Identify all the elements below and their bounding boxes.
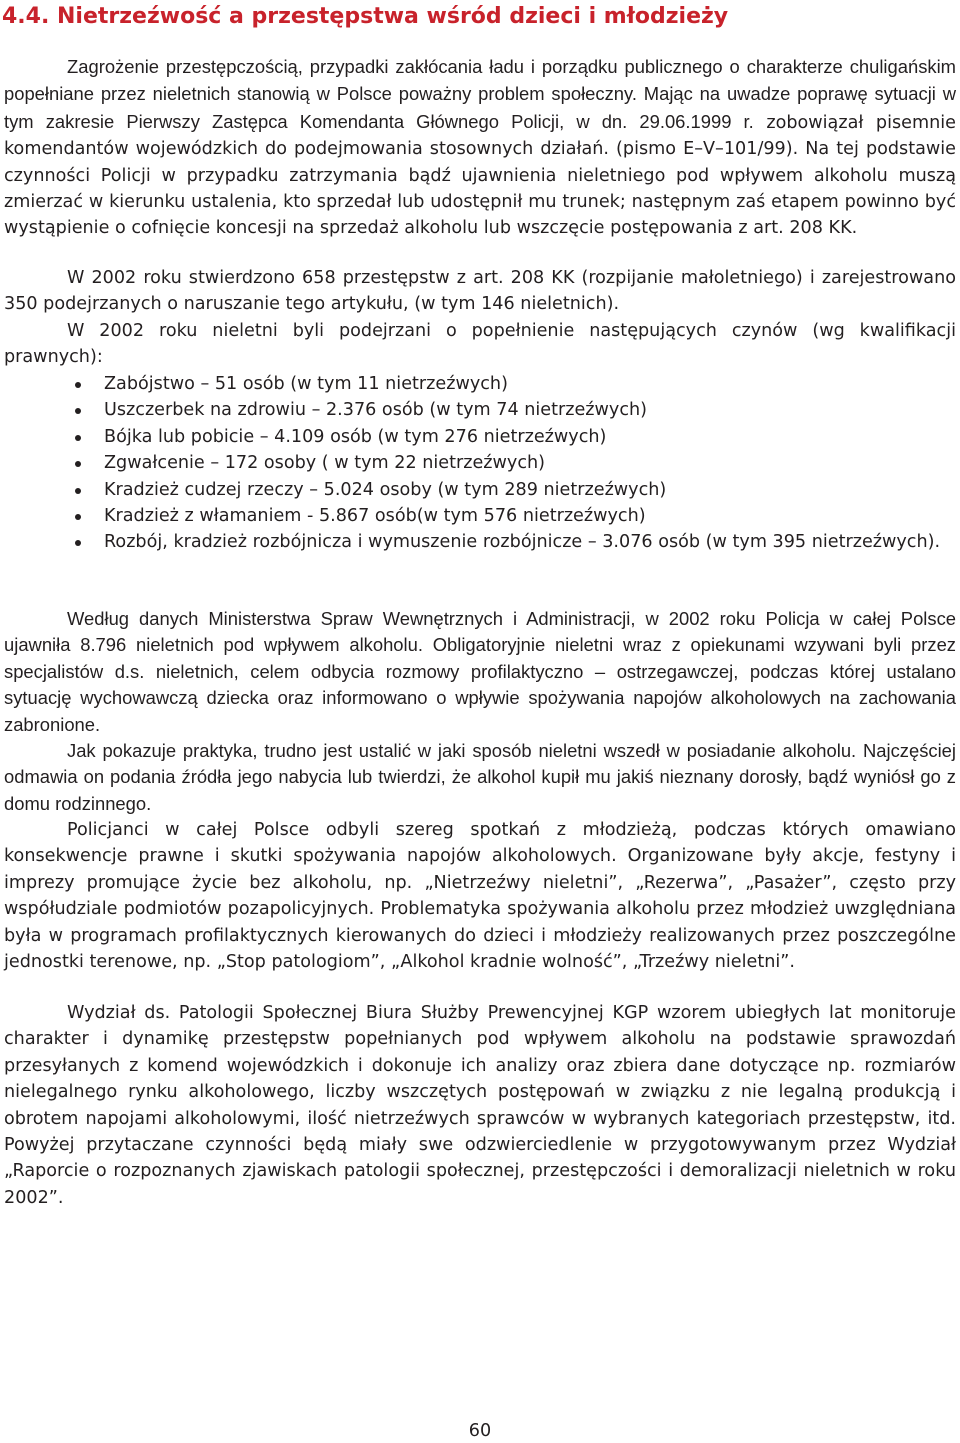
list-item: Bójka lub pobicie – 4.109 osób (w tym 276 nietrzeźwych) <box>4 424 956 450</box>
list-item: Kradzież z włamaniem - 5.867 osób(w tym 576 nietrzeźwych) <box>4 503 956 529</box>
list-item: Zabójstwo – 51 osób (w tym 11 nietrzeźwych) <box>4 371 956 397</box>
paragraph-intro <box>4 54 956 242</box>
paragraph-intro-part-a: Zagrożenie przestępczością, przypadki zakłócania ładu i porządku publicznego o charakterze chuligańskim popełniane przez nieletnich stanowią w Polsce poważny problem społeczny. Mając na uwadze poprawę sytuacji w tym zakresie Pierwszy Zastępca Komendanta Głównego Policji, w dn. 29.06.1999 r. <box>4 56 956 132</box>
paragraph-art-208: W 2002 roku stwierdzono 658 przestępstw z art. 208 KK (rozpijanie małoletniego) i zarejestrowano 350 podejrzanych o naruszanie tego artykułu, (w tym 146 nieletnich). <box>4 268 956 315</box>
paragraph-prevention-actions: Policjanci w całej Polsce odbyli szereg spotkań z młodzieżą, podczas których omawiano konsekwencje prawne i skutki spożywania napojów alkoholowych. Organizowane były akcje, festyny i imprezy promujące życie bez alkoholu, np. „Nietrzeźwy nieletni”, „Rezerwa”, „Pasażer”, często przy współudziale podmiotów pozapolicyjnych. Problematyka spożywania alkoholu przez młodzież uwzględniana była w programach profilaktycznych kierowanych do dzieci i młodzieży realizowanych przez poszczególne jednostki terenowe, np. „Stop patologiom”, „Alkohol kradnie wolność”, „Trzeźwy nieletni”. <box>4 820 956 973</box>
paragraph-offences-intro: W 2002 roku nieletni byli podejrzani o popełnienie następujących czynów (wg kwalifikacji prawnych): <box>4 321 956 368</box>
paragraph-mswia-data: Według danych Ministerstwa Spraw Wewnętrznych i Administracji, w 2002 roku Policja w całej Polsce ujawniła 8.796 nieletnich pod wpływem alkoholu. Obligatoryjnie nieletni wraz z opiekunami wzywani byli przez specjalistów d.s. nieletnich, celem odbycia rozmowy profilaktyczno – ostrzegawczej, podczas której ustalano sytuację wychowawczą dziecka oraz informowano o wpływie spożywania napojów alkoholowych na zachowania zabronione. <box>4 608 956 735</box>
list-item: Kradzież cudzej rzeczy – 5.024 osoby (w tym 289 nietrzeźwych) <box>4 477 956 503</box>
page-number: 60 <box>468 1421 492 1441</box>
list-item: Zgwałcenie – 172 osoby ( w tym 22 nietrzeźwych) <box>4 450 956 476</box>
list-item: Uszczerbek na zdrowiu – 2.376 osób (w tym 74 nietrzeźwych) <box>4 397 956 423</box>
paragraph-monitoring: Wydział ds. Patologii Społecznej Biura Służby Prewencyjnej KGP wzorem ubiegłych lat monitoruje charakter i dynamikę przestępstw popełnianych pod wpływem alkoholu na podstawie sprawozdań przesyłanych z komend wojewódzkich i dokonuje ich analizy oraz zbiera dane dotyczące np. rozmiarów nielegalnego rynku alkoholowego, liczby wszczętych postępowań w związku z nie legalną produkcją i obrotem napojami alkoholowymi, ilość nietrzeźwych sprawców w wybranych kategoriach przestępstw, itd. Powyżej przytaczane czynności będą miały swe odzwierciedlenie w przygotowywanym przez Wydział „Raporcie o rozpoznanych zjawiskach patologii społecznej, przestępczości i demoralizacji nieletnich w roku 2002”. <box>4 1003 956 1208</box>
section-heading: 4.4. Nietrzeźwość a przestępstwa wśród dzieci i młodzieży <box>2 4 729 29</box>
paragraph-intro-part-b: zobowiązał pisemnie komendantów wojewódzkich do podejmowania stosownych działań. (pismo E–V–101/99). Na tej podstawie czynności Policji w przypadku zatrzymania bądź ujawnienia nieletniego pod wpływem alkoholu muszą zmierzać w kierunku ustalenia, kto sprzedał lub udostępnił mu trunek; następnym zaś etapem powinno być wystąpienie o cofnięcie koncesji na sprzedaż alkoholu lub wszczęcie postępowania z art. 208 KK. <box>4 112 956 239</box>
list-item: Rozbój, kradzież rozbójnicza i wymuszenie rozbójnicze – 3.076 osób (w tym 395 nietrzeźwych). <box>4 529 956 555</box>
offences-list <box>4 371 956 556</box>
paragraph-practice: Jak pokazuje praktyka, trudno jest ustalić w jaki sposób nieletni wszedł w posiadanie alkoholu. Najczęściej odmawia on podania źródła jego nabycia lub twierdzi, że alkohol kupił mu jakiś nieznany dorosły, bądź wyniósł go z domu rodzinnego. <box>4 740 956 814</box>
